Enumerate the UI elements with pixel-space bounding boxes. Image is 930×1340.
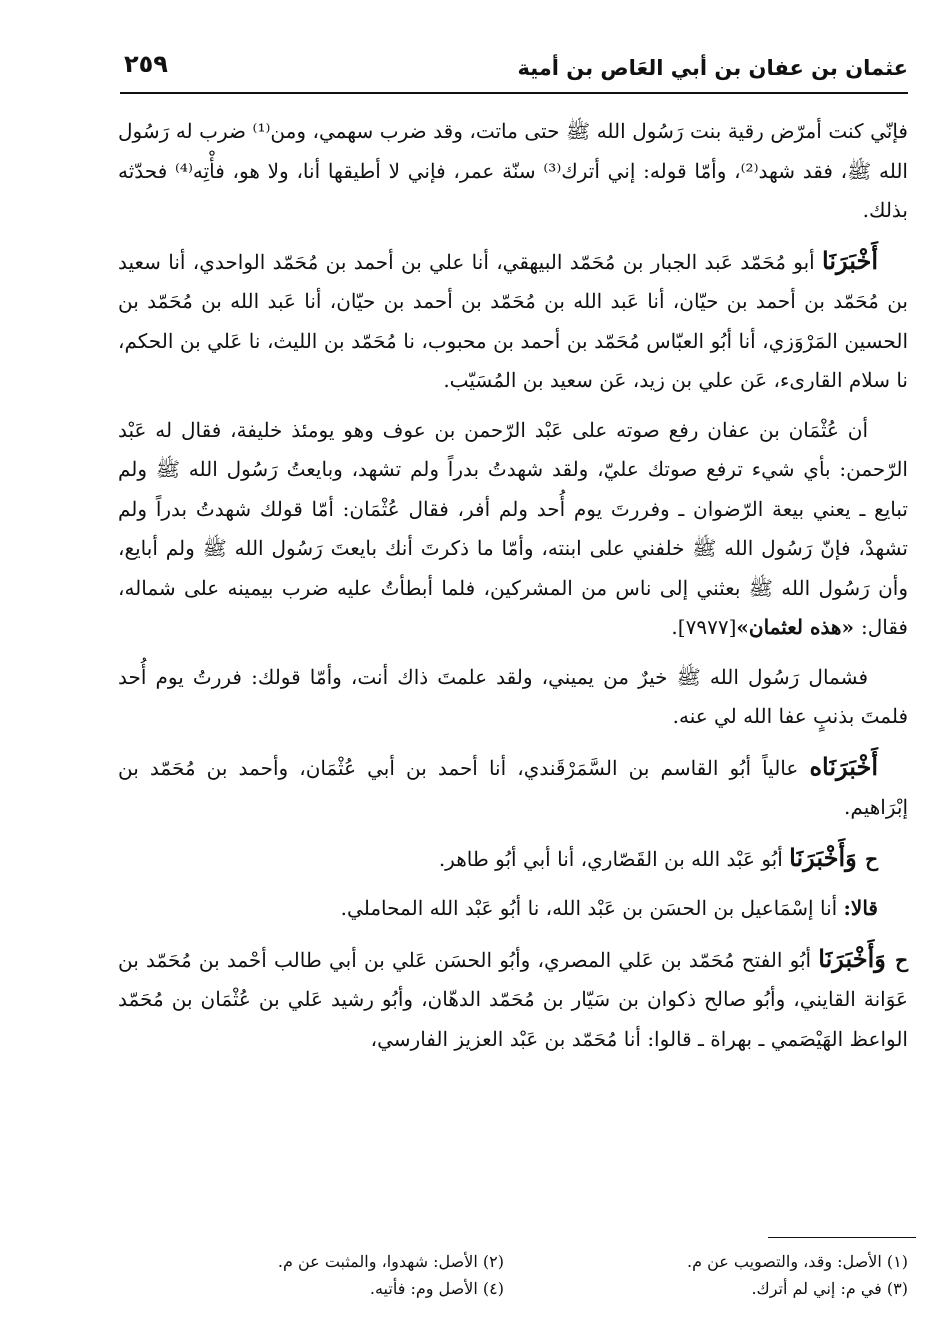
- isnad-lead: أَخْبَرَنَاه: [809, 751, 878, 781]
- footnote-3: (٣) في م: إني لم أترك.: [751, 1279, 908, 1298]
- footnote-2: (٢) الأصل: شهدوا، والمثبت عن م.: [277, 1252, 504, 1271]
- isnad-lead: أَخْبَرَنَا: [822, 245, 878, 275]
- isnad-lead: وَأَخْبَرَنَا: [818, 943, 896, 973]
- footnotes: [140, 1248, 908, 1302]
- paragraph-text: أنا إسْمَاعيل بن الحسَن بن عَبْد الله، نا أبُو عَبْد الله المحاملي.: [340, 896, 844, 920]
- running-title: عثمان بن عفان بن أبي العَاص بن أمية: [517, 56, 908, 80]
- paragraph-7: [118, 889, 908, 929]
- paragraph-6: [118, 838, 908, 880]
- main-text: [118, 112, 908, 1069]
- paragraph-text: فإنّي كنت أمرّض رقية بنت رَسُول الله ﷺ حتى ماتت، وقد ضرب سهمي، ومن⁽¹⁾ ضرب له رَسُول الله ﷺ، فقد شهد⁽²⁾، وأمّا قوله: إني أترك⁽³⁾ سنّة عمر، فإني لا أطيقها أنا، ولا هو، فأْتِه⁽⁴⁾ فحدّثه بذلك.: [118, 119, 908, 222]
- paragraph-5: [118, 747, 908, 828]
- paragraph-1: [118, 112, 908, 231]
- paragraph-text: فشمال رَسُول الله ﷺ خيرٌ من يميني، ولقد علمتَ ذاك أنت، وأمّا قولك: فررتُ يوم أُحد فلمتَ بذنبٍ عفا الله لي عنه.: [118, 664, 908, 728]
- paragraph-text: أن عُثْمَان بن عفان رفع صوته على عَبْد الرّحمن بن عوف وهو يومئذ خليفة، فقال له عَبْد الرّحمن: بأي شيء ترفع صوتك عليّ، ولقد شهدتُ بدراً ولم تشهد، وبايعتُ رَسُول الله ﷺ ولم تبايع ـ يعني بيعة الرّضوان ـ وفررتَ يوم أُحد ولم أفر، فقال عُثْمَان: أمّا قولك شهدتُ بدراً ولم تشهدْ، فإنّ رَسُول الله ﷺ خلفني على ابنته، وأمّا ما ذكرتَ أنك بايعتَ رَسُول الله ﷺ ولم أبايع، وأن رَسُول الله ﷺ بعثني إلى ناس من المشركين، فلما أبطأتُ عليه ضرب بيمينه على شماله، فقال:: [118, 417, 908, 639]
- paragraph-8: [118, 939, 908, 1060]
- paragraph-3: [118, 411, 908, 648]
- tahwil-mark: ح: [895, 947, 908, 972]
- isnad-lead: وَأَخْبَرَنَا: [789, 842, 866, 872]
- paragraph-4: [118, 658, 908, 737]
- tahwil-mark: ح: [865, 846, 878, 871]
- paragraph-text: عالياً أبُو القاسم بن السَّمَرْقَندي، أنا أحمد بن أبي عُثْمَان، وأحمد بن مُحَمّد بن إبْرَاهيم.: [118, 755, 908, 819]
- hadith-quote: «هذه لعثمان»: [736, 615, 861, 639]
- page-number: ٢٥٩: [124, 50, 168, 78]
- footnote-1: (١) الأصل: وقد، والتصويب عن م.: [686, 1252, 908, 1271]
- paragraph-text: أبو مُحَمّد عَبد الجبار بن مُحَمّد البيهقي، أنا علي بن أحمد بن مُحَمّد الواحدي، أنا سعيد بن مُحَمّد بن أحمد بن حيّان، أنا عَبد الله بن مُحَمّد بن أحمد بن حيّان، أنا عَبد الله بن مُحَمّد بن الحسين المَرْوَزي، أنا أبُو العبّاس مُحَمّد بن أحمد بن محبوب، نا مُحَمّد بن الليث، نا عَلي بن الحكم، نا سلام القارىء، عَن علي بن زيد، عَن سعيد بن المُسَيّب.: [118, 249, 908, 392]
- footnote-separator: [768, 1237, 916, 1238]
- paragraph-text: أبُو الفتح مُحَمّد بن عَلي المصري، وأبُو الحسَن عَلي بن أبي طالب أحْمد بن مُحَمّد بن عَوَانة القايني، وأبُو صالح ذكوان بن سَيّار بن مُحَمّد الدهّان، وأبُو رشيد عَلي بن عُثْمَان بن مُحَمّد الواعظ الهَيْصَمي ـ بهراة ـ قالوا: أنا مُحَمّد بن عَبْد العزيز الفارسي،: [118, 947, 908, 1051]
- hadith-number: [٧٩٧٧].: [671, 615, 737, 639]
- page-header: [120, 44, 908, 94]
- footnote-4: (٤) الأصل وم: فأتيه.: [369, 1279, 504, 1298]
- isnad-lead: قالا:: [843, 896, 878, 920]
- paragraph-text: أبُو عَبْد الله بن القَصّاري، أنا أبي أبُو طاهر.: [438, 846, 790, 871]
- paragraph-2: [118, 241, 908, 401]
